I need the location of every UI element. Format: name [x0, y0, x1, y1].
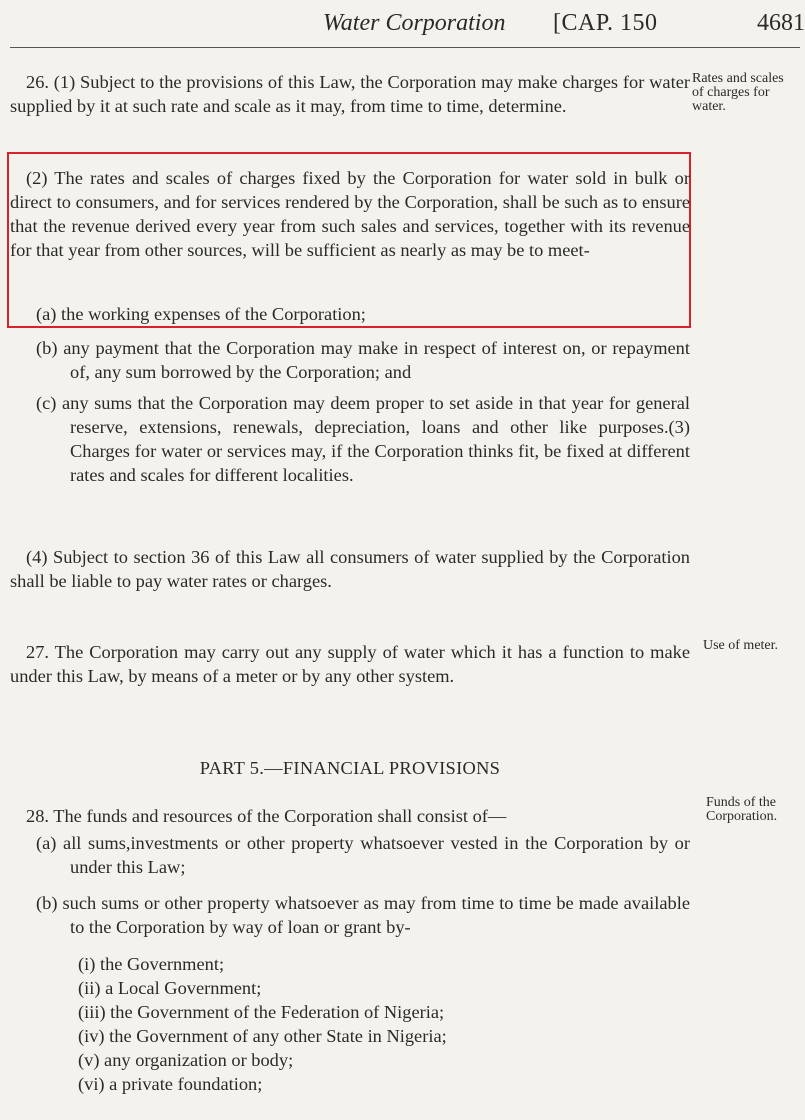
header-rule	[10, 47, 800, 48]
section-28-b-ii: (ii) a Local Government;	[78, 978, 262, 998]
section-28-b-vi: (vi) a private foundation;	[78, 1074, 263, 1094]
section-27: 27. The Corporation may carry out any supply of water which it has a function to make under this Law, by means of a meter or by any other system.	[10, 642, 690, 686]
section-28-b-i: (i) the Government;	[78, 954, 225, 974]
section-26-1: 26. (1) Subject to the provisions of this Law, the Corporation may make charges for water supplied by it at such rate and scale as it may, from time to time, determine.	[10, 72, 690, 116]
section-28-a: (a) all sums,investments or other property whatsoever vested in the Corporation by or under this Law;	[36, 833, 690, 877]
section-26-2-b: (b) any payment that the Corporation may make in respect of interest on, or repayment of, any sum borrowed by the Corporation; and	[36, 338, 690, 382]
section-28-b-iii: (iii) the Government of the Federation of Nigeria;	[78, 1002, 445, 1022]
section-28-b-iv: (iv) the Government of any other State in Nigeria;	[78, 1026, 447, 1046]
side-note-funds: Funds of the Corporation.	[706, 795, 778, 824]
page-header	[0, 6, 805, 40]
part-5-heading: PART 5.—FINANCIAL PROVISIONS	[199, 758, 501, 778]
section-26-2-a: (a) the working expenses of the Corporation;	[36, 304, 366, 324]
section-26-2: (2) The rates and scales of charges fixed by the Corporation for water sold in bulk or direct to consumers, and for services rendered by the Corporation, shall be such as to ensure that the revenue derived every year from such sales and services, together with its revenue for that year from other sources, will be sufficient as nearly as may be to meet-	[10, 168, 690, 260]
section-26-4: (4) Subject to section 36 of this Law all consumers of water supplied by the Corporation shall be liable to pay water rates or charges.	[10, 547, 690, 591]
chapter-ref: [CAP. 150	[553, 10, 658, 36]
running-title: Water Corporation	[323, 10, 506, 36]
section-28-b: (b) such sums or other property whatsoever as may from time to time be made available to the Corporation by way of loan or grant by-	[36, 893, 690, 937]
section-28-intro: 28. The funds and resources of the Corporation shall consist of—	[26, 806, 507, 826]
side-note-meter: Use of meter.	[703, 638, 779, 653]
side-note-rates: Rates and scales of charges for water.	[692, 71, 784, 114]
section-26-2-c: (c) any sums that the Corporation may deem proper to set aside in that year for general reserve, extensions, renewals, depreciation, loans and other like purposes.(3) Charges for water or services may, if the Corporation thinks fit, be fixed at different rates and scales for different localities.	[36, 393, 690, 485]
section-28-b-v: (v) any organization or body;	[78, 1050, 294, 1070]
page-number: 4681	[757, 10, 805, 36]
